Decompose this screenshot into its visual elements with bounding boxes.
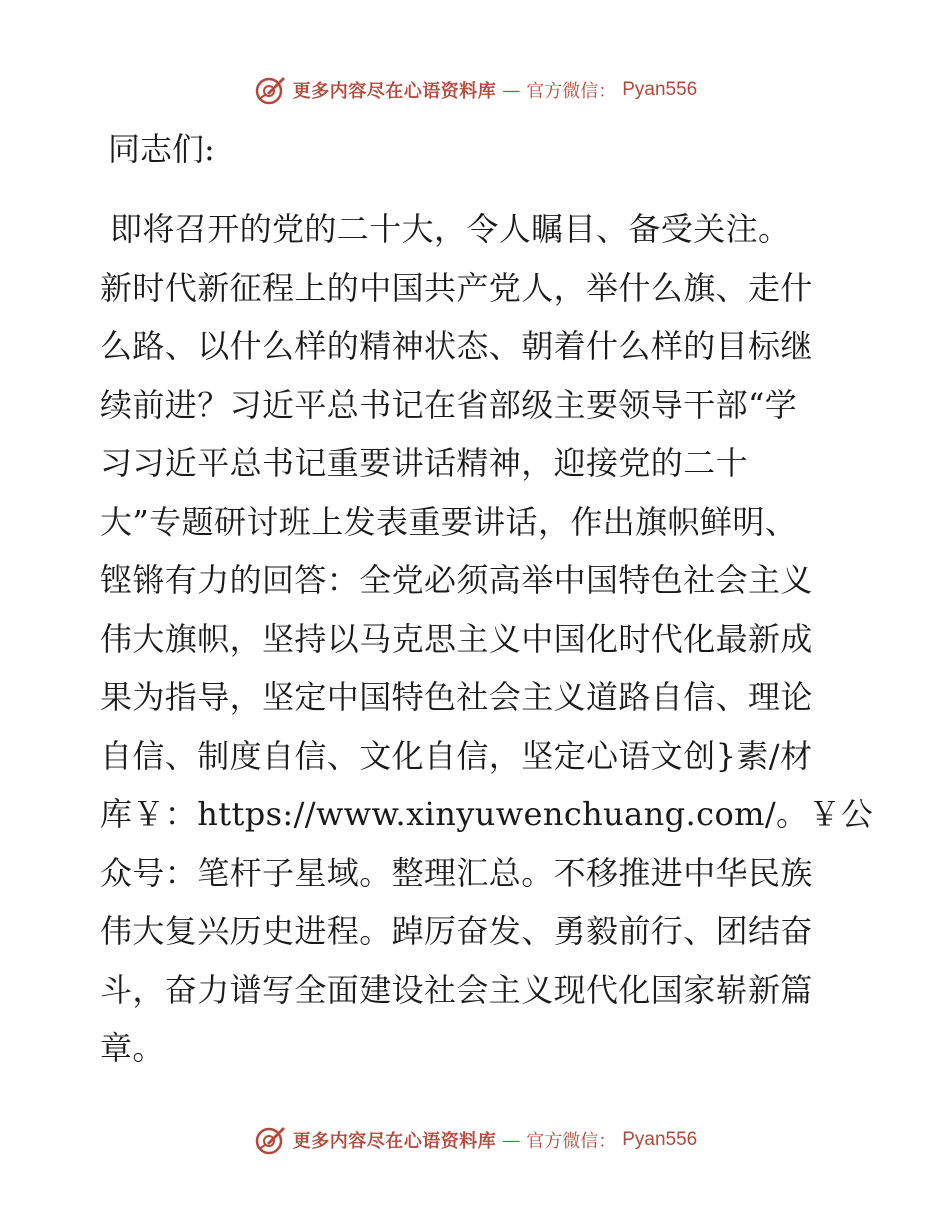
salutation: 同志们: bbox=[108, 130, 215, 168]
footer-banner bbox=[0, 1120, 950, 1160]
body-line: 么路、以什么样的精神状态、朝着什么样的目标继 bbox=[100, 327, 813, 365]
banner-main-text: 更多内容尽在心语资料库 bbox=[292, 81, 497, 102]
document-body bbox=[100, 200, 874, 1078]
body-line: 大”专题研讨班上发表重要讲话，作出旗帜鲜明、 bbox=[100, 502, 798, 541]
body-line: 果为指导，坚定中国特色社会主义道路自信、理论 bbox=[100, 678, 813, 716]
pen-logo-icon bbox=[253, 73, 287, 107]
body-line: 习习近平总书记重要讲话精神，迎接党的二十 bbox=[100, 444, 749, 482]
body-line: 伟大旗帜，坚持以马克思主义中国化时代化最新成 bbox=[100, 619, 813, 658]
banner-dash: — bbox=[502, 79, 521, 101]
banner-official-label: 官方微信： bbox=[526, 81, 617, 102]
pen-logo-icon bbox=[253, 1123, 287, 1157]
body-line: 自信、制度自信、文化自信，坚定心语文创}素/材 bbox=[100, 736, 813, 775]
banner-dash: — bbox=[502, 1129, 521, 1151]
body-line: 续前进？习近平总书记在省部级主要领导干部“学 bbox=[100, 385, 798, 424]
banner-official-label: 官方微信： bbox=[526, 1131, 617, 1152]
body-line: 新时代新征程上的中国共产党人，举什么旗、走什 bbox=[100, 268, 813, 307]
body-line: 章。 bbox=[100, 1029, 165, 1067]
banner-content bbox=[253, 73, 698, 107]
body-line: 众号：笔杆子星域。整理汇总。不移推进中华民族 bbox=[100, 853, 813, 892]
banner-content bbox=[253, 1123, 698, 1157]
banner-main-text: 更多内容尽在心语资料库 bbox=[292, 1131, 497, 1152]
banner-wechat-id: Pyan556 bbox=[622, 79, 698, 100]
body-line: 斗，奋力谱写全面建设社会主义现代化国家崭新篇 bbox=[100, 970, 813, 1009]
banner-wechat-id: Pyan556 bbox=[622, 1129, 698, 1150]
header-banner bbox=[0, 70, 950, 110]
body-line-url: 库￥：https://www.xinyuwenchuang.com/。￥公 bbox=[100, 795, 874, 833]
body-line: 即将召开的党的二十大，令人瞩目、备受关注。 bbox=[110, 210, 791, 248]
body-line: 铿锵有力的回答：全党必须高举中国特色社会主义 bbox=[100, 561, 813, 599]
body-line: 伟大复兴历史进程。踔厉奋发、勇毅前行、团结奋 bbox=[100, 912, 813, 950]
